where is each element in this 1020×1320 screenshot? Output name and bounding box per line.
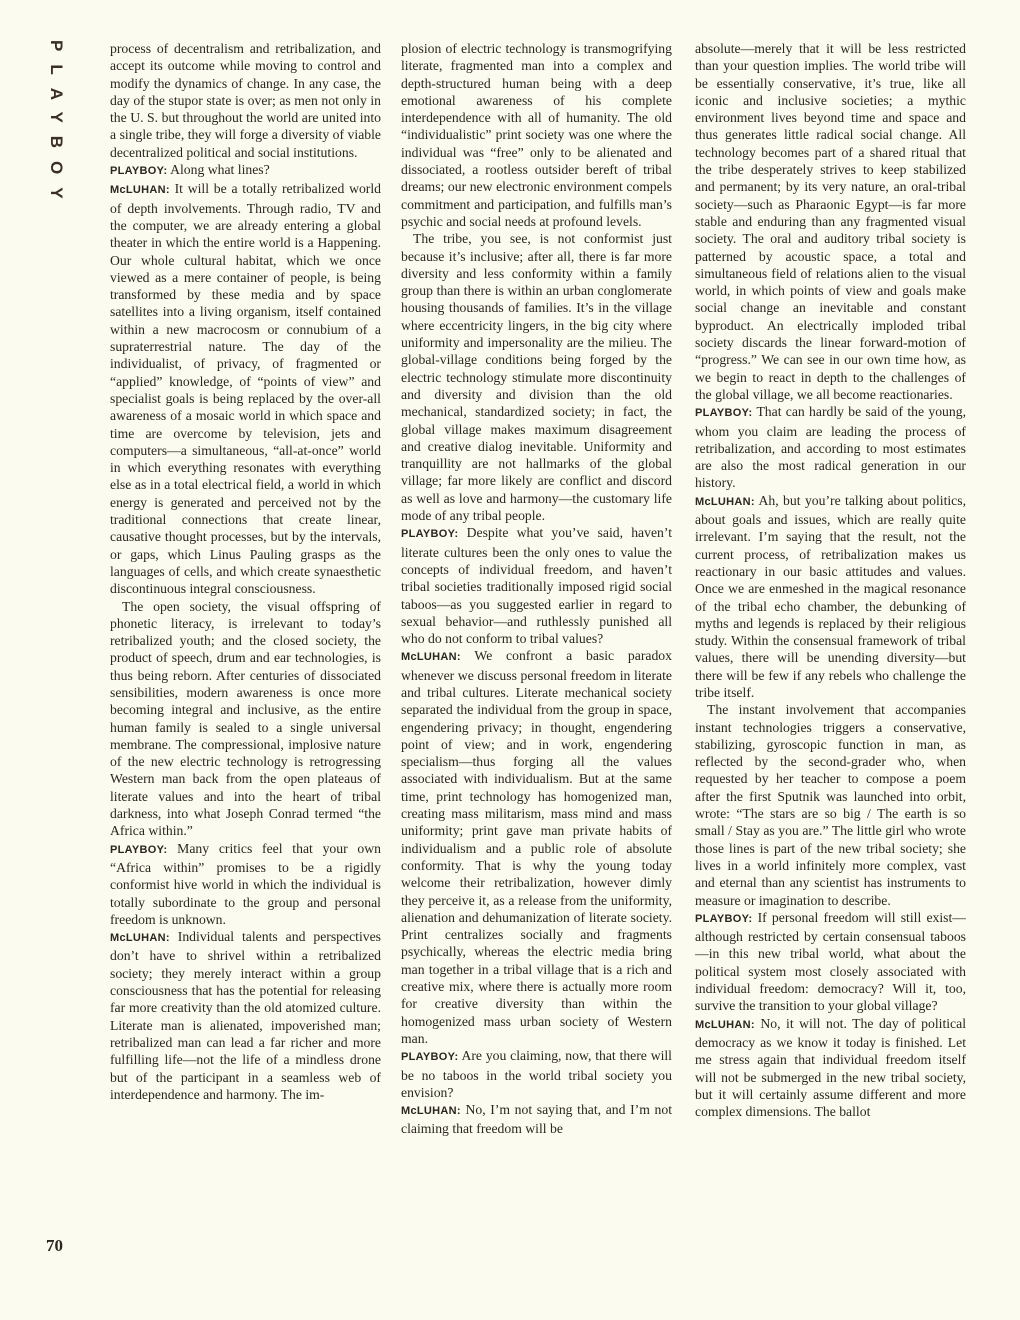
speaker-label: PLAYBOY:: [695, 912, 753, 925]
article-paragraph: [695, 1015, 966, 1121]
article-paragraph: [695, 701, 966, 909]
article-paragraph: [110, 598, 381, 840]
article-paragraph: [401, 647, 672, 1047]
article-paragraph: [110, 180, 381, 597]
paragraph-text: If personal freedom will still exist—although restricted by certain consensual taboos—in this new tribal world, what about the political system most closely associated with individual freedom: democracy? Will it, too, survive the transition to your global village?: [695, 909, 966, 1014]
article-paragraph: [401, 40, 672, 230]
paragraph-text: Ah, but you’re talking about politics, about goals and issues, which are really quite irrelevant. I’m saying that the result, not the current process, of retribalization makes us reactionary in our basic attitudes and values. Once we are enmeshed in the magical resonance of the tribal echo chamber, the debunking of myths and legends is replaced by their religious study. Within the consensual framework of tribal values, there will be unending diversity—but there will be few if any rebels who challenge the tribe itself.: [695, 492, 966, 700]
paragraph-text: We confront a basic paradox whenever we discuss personal freedom in literate and tribal cultures. Literate mechanical society separated the individual from the group in space, engendering privacy; in thought, engendering point of view; and in work, engendering specialism—thus forging all the values associated with individualism. But at the same time, print technology has homogenized man, creating mass militarism, mass mind and mass uniformity; print gave man private habits of individualism and a public role of absolute conformity. That is why the young today welcome their retribalization, however dimly they perceive it, as a release from the uniformity, alienation and dehumanization of literate society. Print centralizes socially and fragments psychically, whereas the electric media bring man together in a tribal village that is a rich and creative mix, where there is actually more room for creative diversity than within the homogenized mass urban society of Western man.: [401, 648, 672, 1046]
speaker-label: PLAYBOY:: [110, 843, 168, 856]
article-paragraph: [401, 524, 672, 647]
paragraph-text: Many critics feel that your own “Africa within” promises to be a rigidly conformist hive world in which the individual is totally subordinate to the group and personal freedom is unknown.: [110, 840, 381, 927]
article-paragraph: [401, 1101, 672, 1138]
article-paragraph: [695, 909, 966, 1015]
article-paragraph: [401, 230, 672, 524]
paragraph-text: The tribe, you see, is not conformist just because it’s inclusive; after all, there is far more diversity and less conformity within a family group than there is within an urban conglomerate housing thousands of families. It’s in the village where eccentricity lingers, in the big city where uniformity and impersonality are the milieu. The global-village conditions being forged by the electric technology stimulate more discontinuity and diversity and division than the old mechanical, standardized society; in fact, the global village makes maximum disagreement and creative dialog inevitable. Uniformity and tranquillity are not hallmarks of the global village; far more likely are conflict and discord as well as love and harmony—the customary life mode of any tribal people.: [401, 231, 672, 524]
article-column-2: [401, 40, 672, 1268]
article-paragraph: [110, 40, 381, 161]
speaker-label: McLUHAN:: [401, 1105, 461, 1118]
article-paragraph: [695, 403, 966, 491]
speaker-label: PLAYBOY:: [110, 165, 168, 178]
article-paragraph: [695, 492, 966, 702]
paragraph-text: process of decentralism and retribalization, and accept its outcome while moving to control and modify the dynamics of change. In any case, the day of the stupor state is over; as men not only in the U. S. but throughout the world are united into a single tribe, they will forge a diversity of viable decentralized political and social institutions.: [110, 41, 381, 160]
speaker-label: McLUHAN:: [110, 932, 170, 945]
article-paragraph: [401, 1047, 672, 1101]
article-paragraph: [110, 840, 381, 928]
paragraph-text: It will be a totally retribalized world of depth involvements. Through radio, TV and the computer, we are already entering a global theater in which the entire world is a Happening. Our whole cultural habitat, which we once viewed as a mere container of people, is being transformed by these media and by space satellites into a living organism, itself contained within a new macrocosm or connubium of a supraterrestrial nature. The day of the individualist, of privacy, of fragmented or “applied” knowledge, of “points of view” and specialist goals is being replaced by the over-all awareness of a mosaic world in which space and time are overcome by television, jets and computers—a simultaneous, “all-at-once” world in which everything resonates with everything else as in a total electrical field, a world in which energy is generated and perceived not by the traditional connections that create linear, causative thought processes, but by the intervals, or gaps, which Linus Pauling grasps as the languages of cells, and which create synaesthetic discontinuous integral consciousness.: [110, 181, 381, 597]
paragraph-text: No, it will not. The day of political democracy as we know it today is finished. Let me stress again that individual freedom itself will not be submerged in the new tribal society, but it will certainly assume different and more complex dimensions. The ballot: [695, 1015, 966, 1120]
article-column-1: [110, 40, 381, 1268]
paragraph-text: That can hardly be said of the young, whom you claim are leading the process of retribalization, and according to most estimates are also the most radical generation in our history.: [695, 404, 966, 491]
speaker-label: McLUHAN:: [695, 1018, 755, 1031]
paragraph-text: The open society, the visual offspring of phonetic literacy, is irrelevant to today’s retribalized youth; and the closed society, the product of speech, drum and ear technologies, is thus being reborn. After centuries of dissociated sensibilities, modern awareness is once more becoming integral and inclusive, as the entire human family is sealed to a single universal membrane. The compressional, implosive nature of the new electric technology is retrogressing Western man back from the open plateaus of literate values and into the heart of tribal darkness, into what Joseph Conrad termed “the Africa within.”: [110, 598, 381, 839]
paragraph-text: absolute—merely that it will be less restricted than your question implies. The world tribe will be essentially conservative, it’s true, like all iconic and inclusive societies; a mythic environment lives beyond time and space and thus generates little radical social change. All technology becomes part of a shared ritual that the tribe desperately strives to keep stabilized and permanent; by its very nature, an oral-tribal society—such as Pharaonic Egypt—is far more stable and enduring than any fragmented visual society. The oral and auditory tribal society is patterned by acoustic space, a total and simultaneous field of relations alien to the visual world, in which points of view and goals make social change an inevitable and constant byproduct. An electrically imploded tribal society discards the linear forward-motion of “progress.” We can see in our own time how, as we begin to react in depth to the challenges of the global village, we all become reactionaries.: [695, 41, 966, 402]
paragraph-text: plosion of electric technology is transmogrifying literate, fragmented man into a complex and depth-structured human being with a deep emotional awareness of his complete interdependence with all of humanity. The old “individualistic” print society was one where the individual was “free” only to be alienated and dissociated, a rootless outsider bereft of tribal dreams; our new electronic environment compels commitment and participation, and fulfills man’s psychic and social needs at profound levels.: [401, 41, 672, 229]
speaker-label: McLUHAN:: [110, 184, 170, 197]
speaker-label: McLUHAN:: [695, 495, 755, 508]
paragraph-text: The instant involvement that accompanies instant technologies triggers a conservative, stabilizing, gyroscopic function in man, as reflected by the second-grader who, when requested by her teacher to compose a poem after the first Sputnik was launched into orbit, wrote: “The stars are so big / The earth is so small / Stay as you are.” The little girl who wrote those lines is part of the new tribal society; she lives in a world infinitely more complex, vast and eternal than any scientist has instruments to measure or imagination to describe.: [695, 702, 966, 908]
speaker-label: PLAYBOY:: [401, 1051, 459, 1064]
page-number: 70: [46, 1236, 63, 1255]
article-paragraph: [110, 928, 381, 1103]
speaker-label: PLAYBOY:: [401, 528, 459, 541]
paragraph-text: Despite what you’ve said, haven’t literate cultures been the only ones to value the concepts of individual freedom, and haven’t tribal societies traditionally imposed rigid social taboos—as you suggested earlier in regard to sexual behavior—and ruthlessly punished all who do not conform to tribal values?: [401, 525, 672, 647]
paragraph-text: Individual talents and perspectives don’t have to shrivel within a retribalized society; they merely interact within a group consciousness that has the potential for releasing far more creativity than the old atomized culture. Literate man is alienated, impoverished man; retribalized man can lead a far richer and more fulfilling life—not the life of a mindless drone but of the participant in a seamless web of interdependence and harmony. The im-: [110, 929, 381, 1102]
speaker-label: McLUHAN:: [401, 651, 461, 664]
paragraph-text: No, I’m not saying that, and I’m not claiming that freedom will be: [401, 1102, 672, 1137]
article-paragraph: [110, 161, 381, 180]
paragraph-text: Along what lines?: [170, 162, 270, 178]
article-column-3: [695, 40, 966, 1268]
paragraph-text: Are you claiming, now, that there will be no taboos in the world tribal society you envision?: [401, 1048, 672, 1100]
speaker-label: PLAYBOY:: [695, 407, 753, 420]
magazine-title: PLAYBOY: [47, 40, 66, 212]
article-paragraph: [695, 40, 966, 403]
